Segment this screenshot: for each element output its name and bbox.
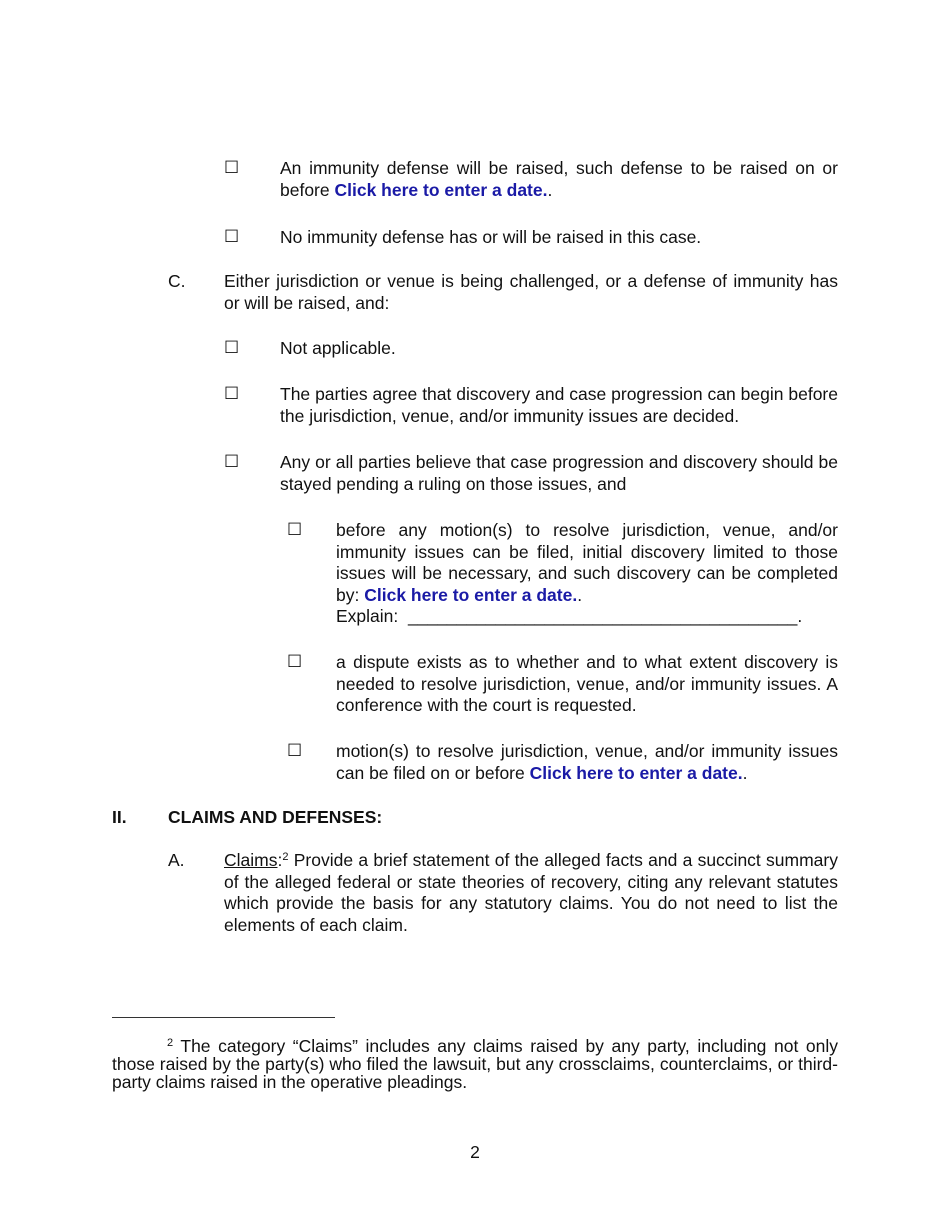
discovery-can-begin-checkbox[interactable]: ☐	[224, 384, 240, 404]
footnote-ref[interactable]: 2	[282, 851, 289, 863]
immunity-raised-checkbox[interactable]: ☐	[224, 158, 240, 178]
discovery-dispute-checkbox[interactable]: ☐	[287, 652, 303, 672]
claims-term: Claims	[224, 850, 278, 870]
section-ii-title: CLAIMS AND DEFENSES:	[168, 807, 383, 827]
no-immunity-text: No immunity defense has or will be raised in this case.	[280, 227, 702, 247]
explain-blank-field[interactable]: ________________________________________	[408, 606, 798, 626]
section-c-label: C.	[168, 271, 186, 291]
page-number: 2	[470, 1142, 480, 1162]
section-ii-a-label: A.	[168, 850, 185, 870]
section-ii-number: II.	[112, 807, 127, 827]
discovery-can-begin-text: The parties agree that discovery and case progression can begin before the jurisdiction, venue, and/or immunity issues are decided.	[280, 384, 838, 426]
discovery-dispute-text: a dispute exists as to whether and to what extent discovery is needed to resolve jurisdiction, venue, and/or immunity issues. A conference with the court is requested.	[336, 652, 838, 716]
footnote-2: $^2$ The category “Claims” includes any claims raised by any party, including not only those raised by the party(s) who filed the lawsuit, but any crossclaims, counterclaims, or third-party claims raised in the operative pleadings.	[112, 1036, 838, 1092]
motion-filing-text: motion(s) to resolve jurisdiction, venue, and/or immunity issues can be filed on or before Click here to enter a date..	[336, 741, 838, 783]
immunity-raised-text: An immunity defense will be raised, such defense to be raised on or before Click here to enter a date..	[280, 158, 838, 200]
motion-filing-checkbox[interactable]: ☐	[287, 741, 303, 761]
initial-discovery-checkbox[interactable]: ☐	[287, 520, 303, 540]
explain-row: Explain: ________________________________________.	[336, 606, 803, 626]
no-immunity-checkbox[interactable]: ☐	[224, 227, 240, 247]
footnote-marker: 2	[167, 1037, 174, 1049]
stay-discovery-checkbox[interactable]: ☐	[224, 452, 240, 472]
discovery-completion-date-picker[interactable]: Click here to enter a date.	[364, 585, 578, 606]
immunity-date-picker[interactable]: Click here to enter a date.	[334, 179, 548, 200]
claims-text: Claims:$^2$ Provide a brief statement of the alleged facts and a succinct summary of the alleged federal or state theories of recovery, citing any relevant statutes which provide the basis for any statutory claims. You do not need to list the elements of each claim.	[224, 850, 838, 936]
not-applicable-checkbox[interactable]: ☐	[224, 338, 240, 358]
section-c-text: Either jurisdiction or venue is being challenged, or a defense of immunity has or will be raised, and:	[224, 271, 838, 313]
not-applicable-text: Not applicable.	[280, 338, 396, 358]
motion-date-picker[interactable]: Click here to enter a date.	[529, 762, 743, 783]
stay-discovery-text: Any or all parties believe that case progression and discovery should be stayed pending a ruling on those issues, and	[280, 452, 838, 494]
footnote-separator	[112, 1017, 335, 1018]
initial-discovery-text: before any motion(s) to resolve jurisdiction, venue, and/or immunity issues can be filed, initial discovery limited to those issues will be necessary, and such discovery can be completed by: Click here to enter a date..	[336, 520, 838, 606]
